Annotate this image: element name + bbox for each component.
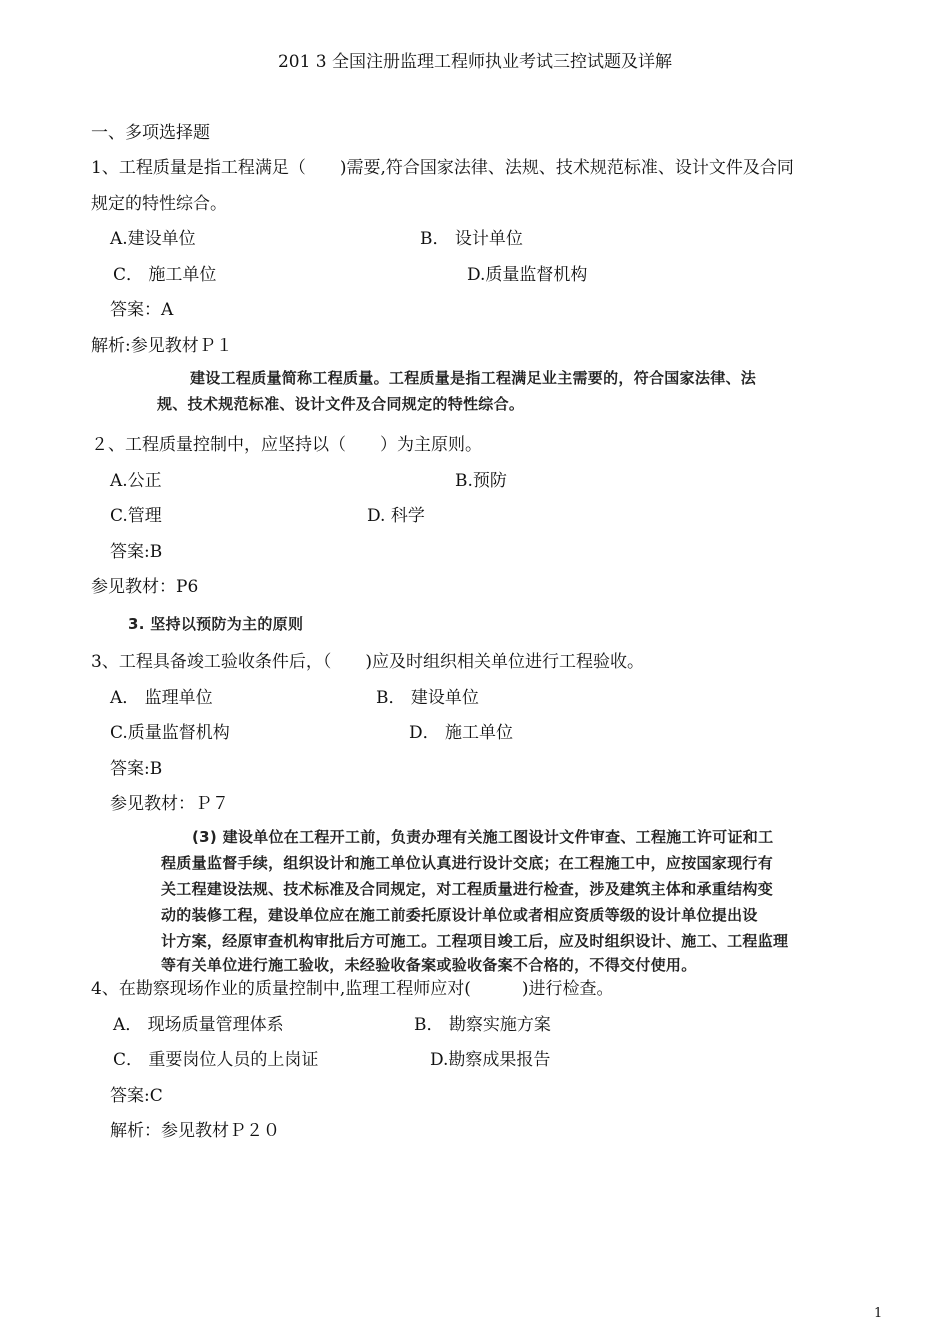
q4-stem: 4、在勘察现场作业的质量控制中,监理工程师应对( )进行检查。 xyxy=(91,979,614,999)
q1-reference: 解析:参见教材Ｐ１ xyxy=(91,336,233,356)
q3-option-c: C.质量监督机构 xyxy=(110,723,230,743)
q4-option-c: C． 重要岗位人员的上岗证 xyxy=(113,1050,319,1070)
q3-textbook-excerpt-line5: 计方案，经原审查机构审批后方可施工。工程项目竣工后，应及时组织设计、施工、工程监理 xyxy=(161,932,789,950)
q3-textbook-excerpt-line4: 动的装修工程，建设单位应在施工前委托原设计单位或者相应资质等级的设计单位提出设 xyxy=(161,906,758,924)
q2-answer: 答案:B xyxy=(110,542,163,562)
q1-answer: 答案：A xyxy=(110,300,174,320)
page-number: 1 xyxy=(874,1306,883,1321)
q1-option-b: B． 设计单位 xyxy=(420,229,523,249)
q4-option-d: D.勘察成果报告 xyxy=(430,1050,551,1070)
q3-textbook-excerpt-line2: 程质量监督手续，组织设计和施工单位认真进行设计交底；在工程施工中，应按国家现行有 xyxy=(161,854,774,872)
q2-option-d: D. 科学 xyxy=(367,506,425,526)
q3-option-d: D． 施工单位 xyxy=(409,723,514,743)
document-title: 201 3 全国注册监理工程师执业考试三控试题及详解 xyxy=(277,52,673,72)
q3-option-a: A． 监理单位 xyxy=(110,688,213,708)
q4-option-b: B． 勘察实施方案 xyxy=(414,1015,551,1035)
q3-stem: 3、工程具备竣工验收条件后，（ )应及时组织相关单位进行工程验收。 xyxy=(91,652,644,672)
q3-textbook-excerpt-line3: 关工程建设法规、技术标准及合同规定，对工程质量进行检查，涉及建筑主体和承重结构变 xyxy=(161,880,774,898)
q1-option-d: D.质量监督机构 xyxy=(467,265,588,285)
q2-reference: 参见教材：P6 xyxy=(91,577,199,597)
q1-stem-line2: 规定的特性综合。 xyxy=(91,194,227,214)
q1-textbook-excerpt-line1: 建设工程质量简称工程质量。工程质量是指工程满足业主需要的，符合国家法律、法 xyxy=(190,369,757,387)
q1-option-c: C． 施工单位 xyxy=(113,265,217,285)
q3-reference: 参见教材：Ｐ７ xyxy=(110,794,229,814)
q1-textbook-excerpt-line2: 规、技术规范标准、设计文件及合同规定的特性综合。 xyxy=(157,395,525,413)
q2-option-a: A.公正 xyxy=(110,471,162,491)
q1-stem-line1: 1、工程质量是指工程满足（ )需要,符合国家法律、法规、技术规范标准、设计文件及合同 xyxy=(91,158,794,178)
q3-textbook-excerpt-line6: 等有关单位进行施工验收，未经验收备案或验收备案不合格的，不得交付使用。 xyxy=(161,956,697,974)
q2-option-c: C.管理 xyxy=(110,506,162,526)
q3-option-b: B． 建设单位 xyxy=(376,688,479,708)
q1-option-a: A.建设单位 xyxy=(110,229,196,249)
q4-answer: 答案:C xyxy=(110,1086,163,1106)
q2-textbook-excerpt: 3. 坚持以预防为主的原则 xyxy=(128,615,304,633)
q2-option-b: B.预防 xyxy=(455,471,507,491)
q4-reference: 解析：参见教材Ｐ２０ xyxy=(110,1121,280,1141)
q4-option-a: A． 现场质量管理体系 xyxy=(113,1015,284,1035)
q2-stem: ２、工程质量控制中，应坚持以（ ）为主原则。 xyxy=(91,435,482,455)
q3-answer: 答案:B xyxy=(110,759,163,779)
q3-textbook-excerpt-line1: (3) 建设单位在工程开工前，负责办理有关施工图设计文件审查、工程施工许可证和工 xyxy=(192,828,774,846)
section-heading: 一、多项选择题 xyxy=(91,123,210,143)
